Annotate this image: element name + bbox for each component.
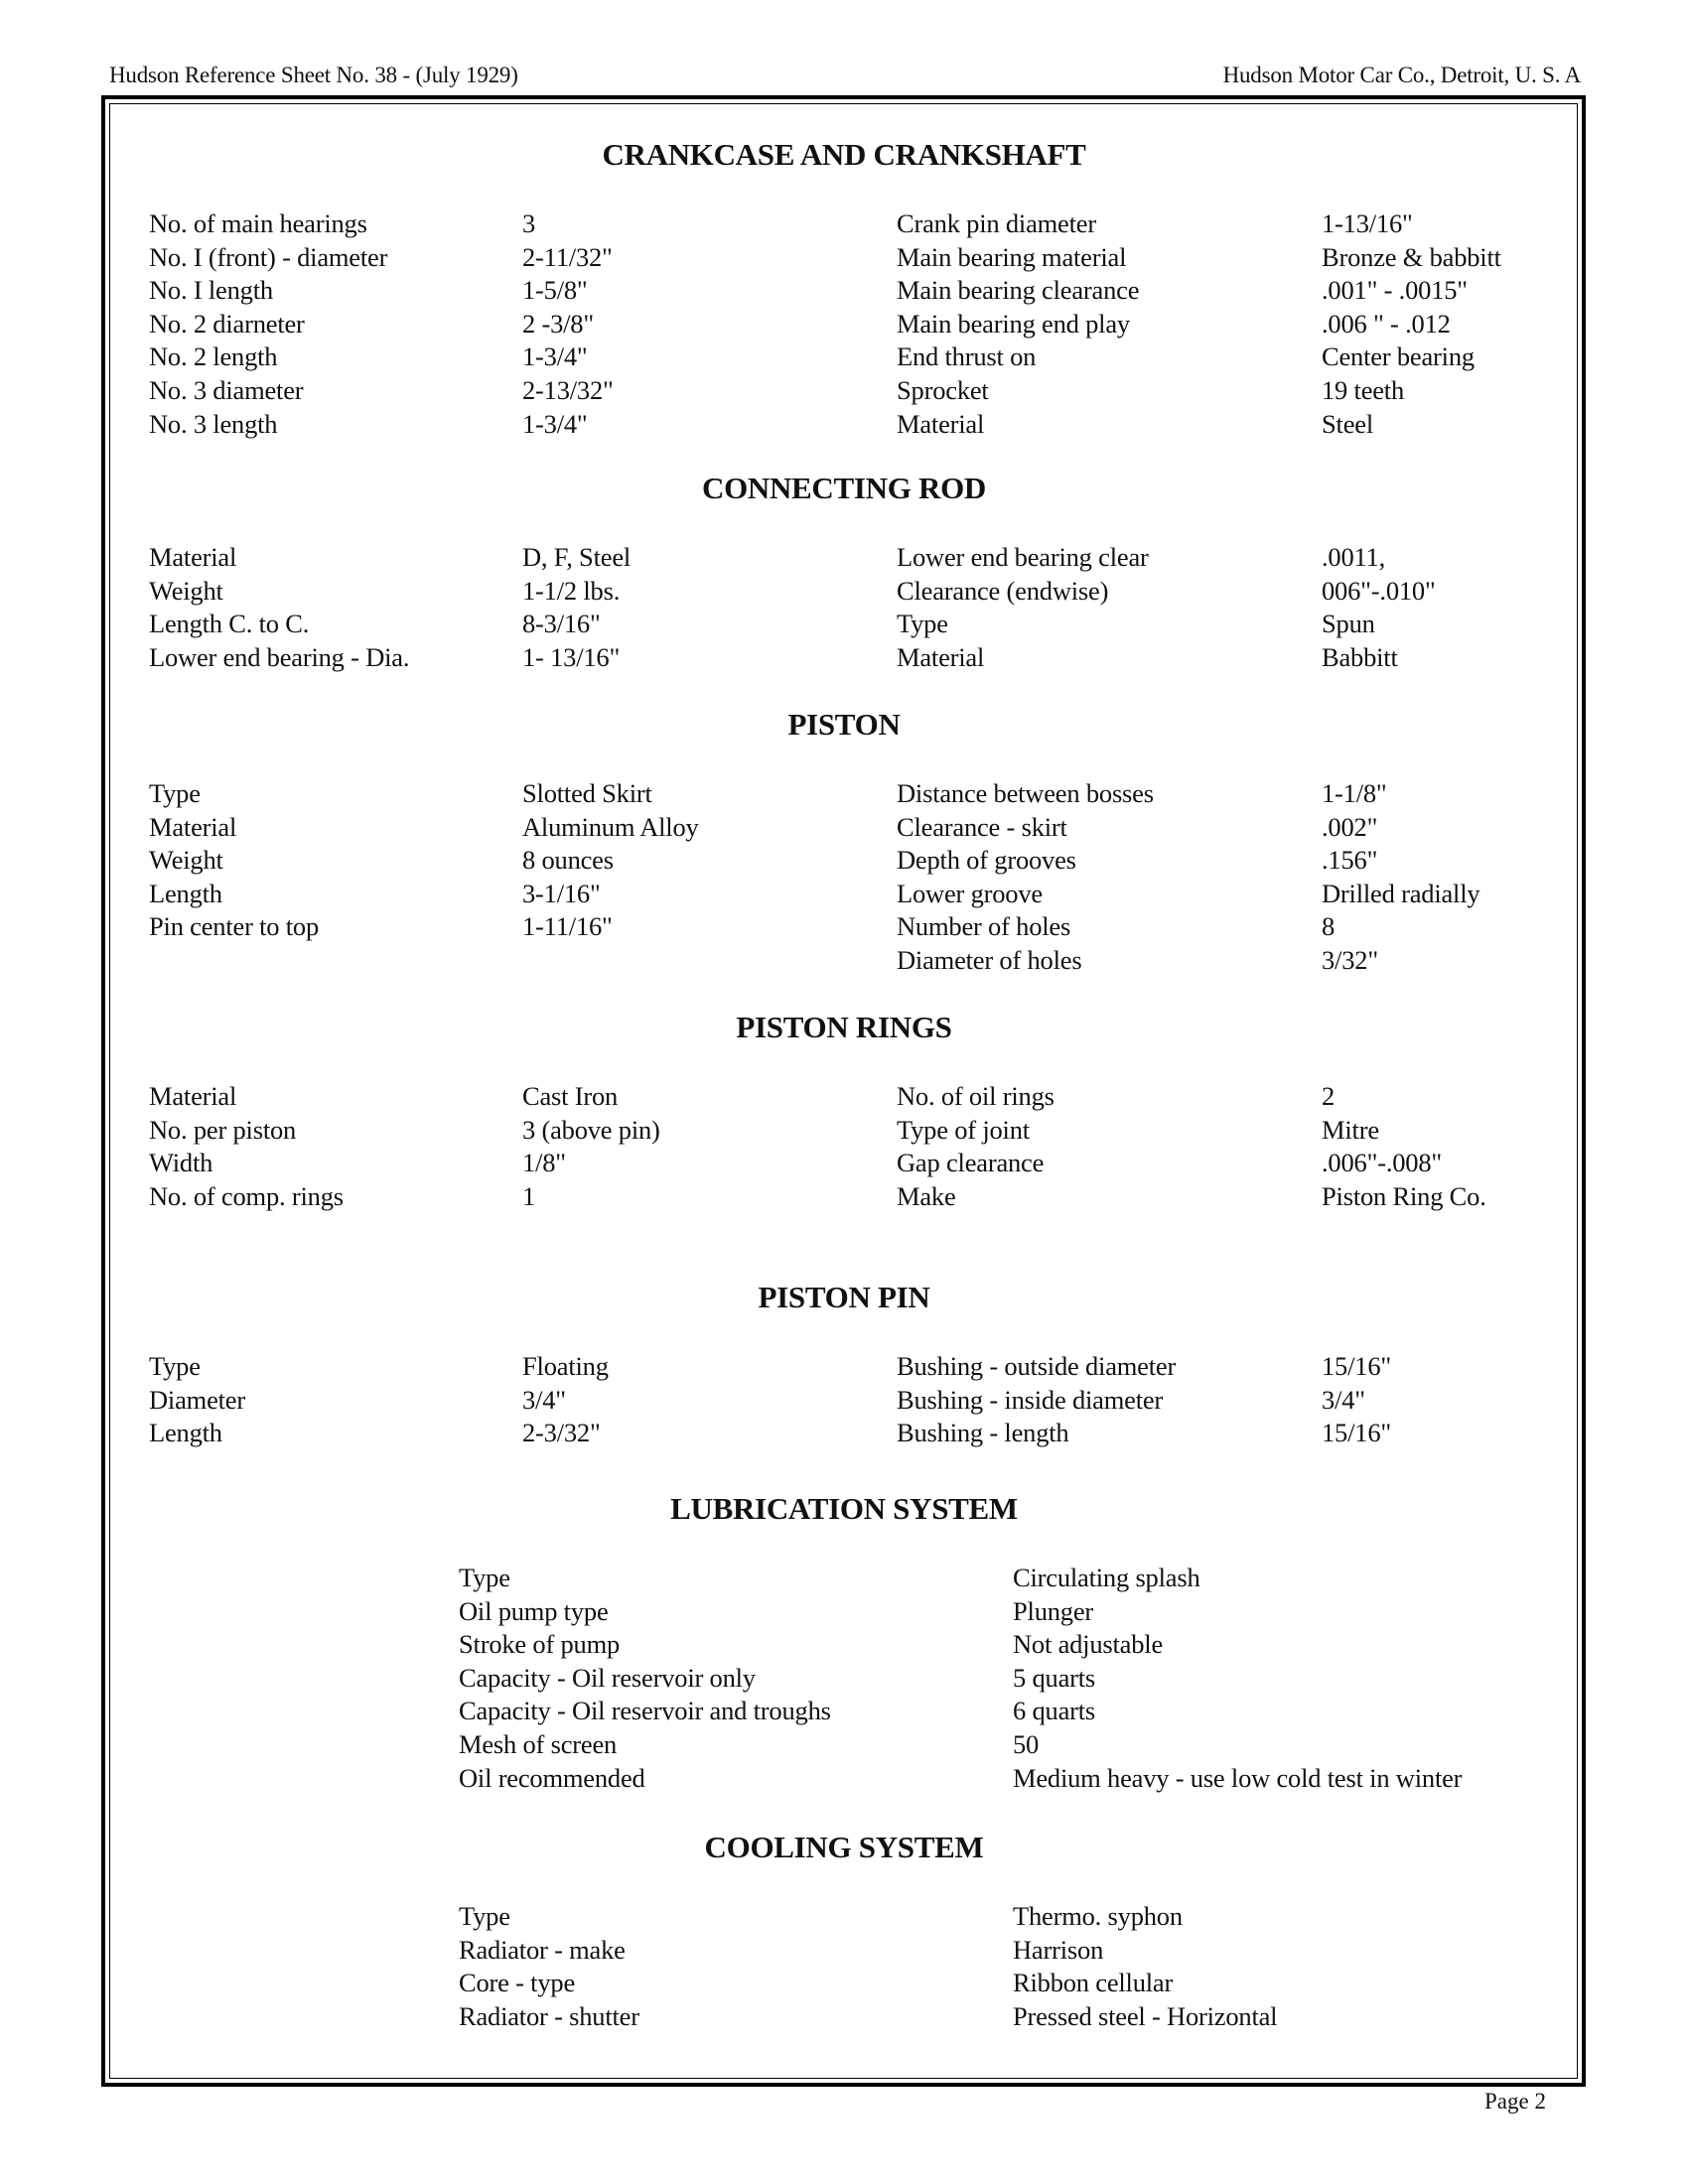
spec-label: No. 3 length (149, 408, 278, 439)
spec-label: Diameter of holes (897, 945, 1082, 975)
spec-label: No. of comp. rings (149, 1180, 344, 1211)
spec-value: Babbitt (1322, 641, 1398, 672)
spec-label: Type (459, 1901, 510, 1931)
spec-label: End thrust on (897, 341, 1037, 372)
spec-value: .0011, (1322, 542, 1386, 572)
spec-label: Number of holes (897, 911, 1071, 942)
running-head-right: Hudson Motor Car Co., Detroit, U. S. A (1222, 63, 1581, 87)
spec-value: 19 teeth (1322, 375, 1405, 405)
spec-value: Slotted Skirt (522, 778, 652, 808)
section-title-piston-rings: PISTON RINGS (736, 1010, 952, 1044)
spec-value: 1-11/16" (522, 911, 613, 942)
spec-value: 2-3/32" (522, 1418, 601, 1448)
spec-value: Drilled radially (1322, 878, 1480, 908)
spec-label: Main bearing end play (897, 308, 1130, 339)
spec-label: Mesh of screen (459, 1729, 618, 1759)
spec-value: 3 (above pin) (522, 1114, 660, 1145)
spec-value: Thermo. syphon (1013, 1901, 1183, 1931)
spec-value: Bronze & babbitt (1322, 241, 1501, 272)
spec-label: No. 2 diarneter (149, 308, 305, 339)
spec-label: Radiator - make (459, 1934, 626, 1965)
spec-value: 3/4" (1322, 1384, 1365, 1415)
spec-value: Floating (522, 1351, 609, 1381)
spec-label: Length (149, 1418, 222, 1448)
section-title-cooling: COOLING SYSTEM (704, 1830, 984, 1864)
spec-value: 2-13/32" (522, 375, 614, 405)
spec-label: Lower groove (897, 878, 1043, 908)
spec-value: .156" (1322, 845, 1378, 876)
spec-value: .002" (1322, 811, 1378, 842)
spec-value: Mitre (1322, 1114, 1379, 1145)
spec-value: 8 ounces (522, 845, 614, 876)
spec-label: Type of joint (897, 1114, 1030, 1145)
spec-label: Diameter (149, 1384, 245, 1415)
spec-value: Aluminum Alloy (522, 811, 699, 842)
spec-label: Capacity - Oil reservoir and troughs (459, 1696, 831, 1726)
spec-value: 15/16" (1322, 1351, 1391, 1381)
spec-label: Main bearing clearance (897, 275, 1140, 306)
spec-label: Capacity - Oil reservoir only (459, 1662, 756, 1693)
spec-value: Circulating splash (1013, 1563, 1200, 1592)
spec-value: 1-1/8" (1322, 778, 1387, 808)
spec-value: Ribbon cellular (1013, 1968, 1174, 1998)
spec-value: 006"-.010" (1322, 575, 1436, 606)
spec-label: Length C. to C. (149, 609, 310, 639)
spec-value: 3/4" (522, 1384, 566, 1415)
spec-label: Material (149, 811, 237, 842)
spec-value: Center bearing (1322, 341, 1475, 372)
spec-value: Medium heavy - use low cold test in winter (1013, 1762, 1463, 1793)
page-number: Page 2 (1484, 2089, 1546, 2114)
section-title-piston-pin: PISTON PIN (758, 1280, 930, 1314)
spec-value: .006 " - .012 (1322, 308, 1451, 339)
spec-value: 50 (1013, 1729, 1040, 1759)
spec-value: Harrison (1013, 1934, 1104, 1965)
spec-value: Pressed steel - Horizontal (1013, 2000, 1278, 2031)
spec-label: Material (149, 1081, 237, 1111)
spec-label: Lower end bearing clear (897, 542, 1149, 572)
spec-value: .006"-.008" (1322, 1148, 1443, 1178)
spec-label: Material (149, 542, 237, 572)
spec-value: 1-5/8" (522, 275, 588, 306)
spec-label: Clearance (endwise) (897, 575, 1109, 606)
spec-label: Make (897, 1180, 956, 1211)
spec-value: Cast Iron (522, 1081, 619, 1111)
spec-label: Bushing - inside diameter (897, 1384, 1164, 1415)
spec-value: Plunger (1013, 1595, 1094, 1626)
spec-value: 2 -3/8" (522, 308, 594, 339)
spec-value: 6 quarts (1013, 1696, 1096, 1726)
section-title-connecting-rod: CONNECTING ROD (701, 471, 987, 505)
spec-value: 1 (522, 1180, 536, 1211)
spec-label: Type (149, 778, 201, 808)
spec-value: 3-1/16" (522, 878, 601, 908)
spec-value: 1- 13/16" (522, 641, 621, 672)
spec-label: No. 3 diameter (149, 375, 304, 405)
spec-value: D, F, Steel (522, 542, 632, 572)
running-head-left: Hudson Reference Sheet No. 38 - (July 1929) (109, 63, 518, 87)
spec-label: Lower end bearing - Dia. (149, 641, 410, 672)
spec-label: Crank pin diameter (897, 208, 1096, 238)
spec-label: Bushing - length (897, 1418, 1069, 1448)
spec-label: Type (897, 609, 948, 639)
spec-label: Sprocket (897, 375, 989, 405)
spec-label: Distance between bosses (897, 778, 1154, 808)
spec-label: No. 2 length (149, 341, 278, 372)
spec-label: Bushing - outside diameter (897, 1351, 1177, 1381)
spec-value: 2-11/32" (522, 241, 613, 272)
section-title-crankcase: CRANKCASE AND CRANKSHAFT (602, 137, 1086, 172)
spec-value: Piston Ring Co. (1322, 1180, 1486, 1211)
spec-label: Main bearing material (897, 241, 1127, 272)
spec-value: 3 (522, 208, 536, 238)
section-title-piston: PISTON (787, 707, 901, 742)
spec-value: 1-1/2 lbs. (522, 575, 621, 606)
spec-label: No. I length (149, 275, 273, 306)
spec-label: Oil recommended (459, 1762, 645, 1793)
spec-value: 2 (1322, 1081, 1336, 1111)
spec-label: Type (149, 1351, 201, 1381)
spec-value: 1-3/4" (522, 408, 588, 439)
spec-label: Pin center to top (149, 911, 320, 942)
spec-label: Depth of grooves (897, 845, 1076, 876)
spec-label: Gap clearance (897, 1148, 1045, 1178)
spec-value: 15/16" (1322, 1418, 1391, 1448)
spec-value: Spun (1322, 609, 1375, 639)
spec-label: Length (149, 878, 222, 908)
spec-value: 8-3/16" (522, 609, 601, 639)
spec-value: 1-13/16" (1322, 208, 1413, 238)
spec-value: Steel (1322, 408, 1373, 439)
spec-label: Material (897, 641, 985, 672)
spec-label: No. of oil rings (897, 1081, 1055, 1111)
spec-label: Stroke of pump (459, 1629, 621, 1660)
section-title-lubrication: LUBRICATION SYSTEM (670, 1491, 1018, 1526)
spec-label: No. I (front) - diameter (149, 241, 388, 272)
spec-value: 5 quarts (1013, 1662, 1096, 1693)
spec-value: .001" - .0015" (1322, 275, 1468, 306)
spec-label: Weight (149, 575, 223, 606)
spec-label: Material (897, 408, 985, 439)
spec-label: Core - type (459, 1968, 576, 1998)
spec-label: Type (459, 1563, 510, 1592)
spec-label: Radiator - shutter (459, 2000, 639, 2031)
spec-value: 8 (1322, 911, 1336, 942)
spec-label: Oil pump type (459, 1595, 609, 1626)
spec-value: 3/32" (1322, 945, 1378, 975)
spec-value: Not adjustable (1013, 1629, 1164, 1660)
spec-value: 1-3/4" (522, 341, 588, 372)
spec-label: No. per piston (149, 1114, 297, 1145)
spec-label: No. of main hearings (149, 208, 367, 238)
spec-label: Clearance - skirt (897, 811, 1067, 842)
spec-value: 1/8" (522, 1148, 566, 1178)
spec-label: Width (149, 1148, 213, 1178)
spec-label: Weight (149, 845, 223, 876)
